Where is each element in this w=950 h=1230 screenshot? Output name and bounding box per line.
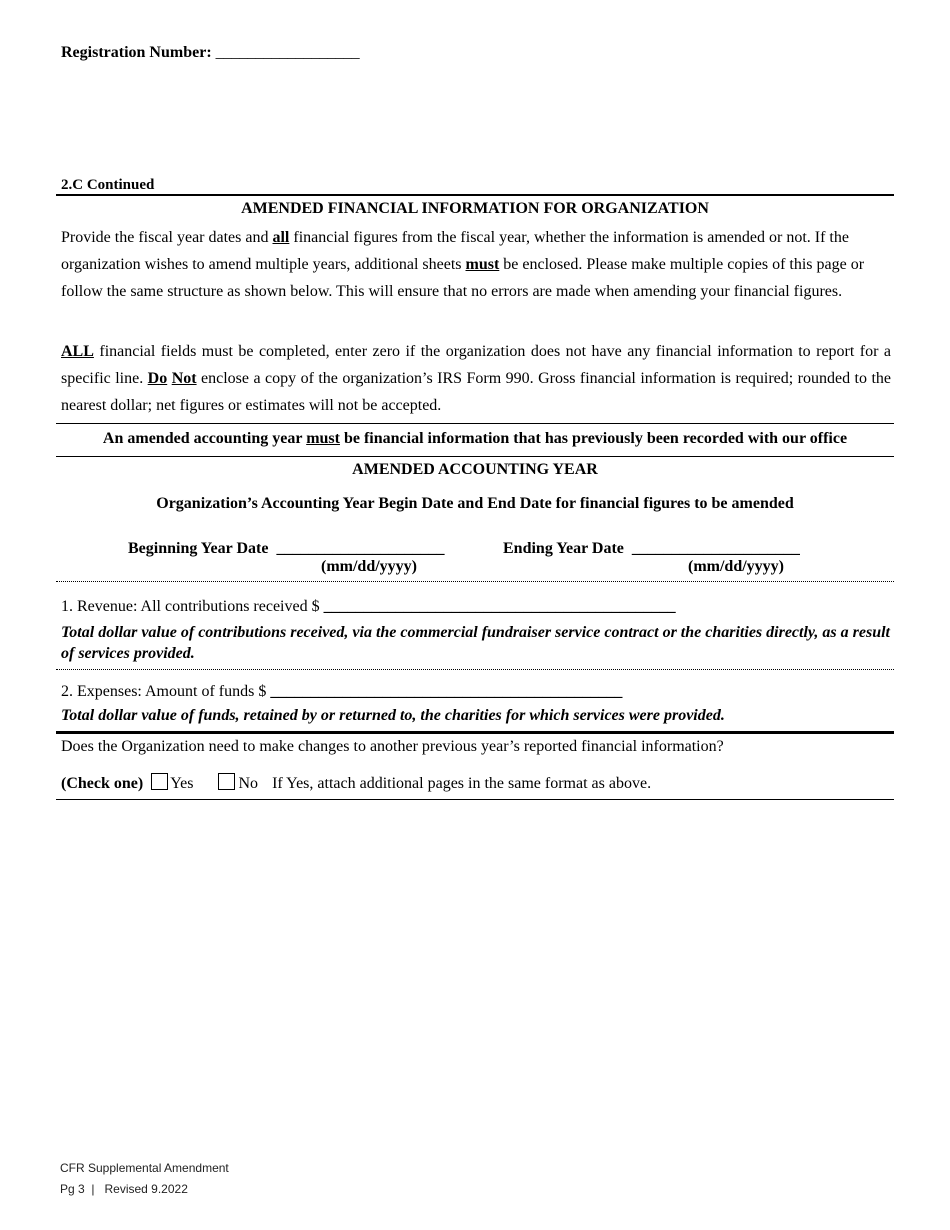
- end-date-label: Ending Year Date: [503, 540, 624, 557]
- end-date-format-hint: (mm/dd/yyyy): [688, 558, 784, 575]
- no-checkbox[interactable]: [218, 773, 235, 790]
- accounting-year-notice: An amended accounting year must be financial information that has previously been recorded with our office: [102, 430, 848, 447]
- revenue-note: Total dollar value of contributions received, via the commercial fundraiser service contract or the charities directly, as a result of services provided.: [61, 624, 890, 662]
- registration-number-blank[interactable]: __________________: [215, 44, 360, 61]
- notice-bottom-divider: [56, 456, 894, 457]
- no-label: No: [238, 775, 259, 792]
- dotted-divider-2: [56, 669, 894, 670]
- revenue-blank[interactable]: ____________________________________________: [323, 598, 676, 615]
- check-one-row: [61, 773, 651, 793]
- accounting-year-title: AMENDED ACCOUNTING YEAR: [352, 461, 598, 478]
- expenses-label: 2. Expenses: Amount of funds $: [61, 683, 267, 700]
- question-top-divider: [56, 731, 894, 734]
- registration-number-field: [61, 44, 360, 62]
- begin-date-blank[interactable]: _____________________: [276, 540, 445, 557]
- accounting-year-subtitle: Organization’s Accounting Year Begin Date and End Date for financial figures to be amended: [156, 495, 794, 512]
- emphasis-must: must: [465, 256, 500, 273]
- emphasis-all: all: [272, 229, 290, 246]
- intro-paragraph-1: Provide the fiscal year dates and all financial figures from the fiscal year, whether the information is amended or not. If the organization wishes to amend multiple years, additional sheets must be enclosed. Please make multiple copies of this page or follow the same structure as shown below. This will ensure that no errors are made when amending your financial figures.: [61, 229, 865, 300]
- revenue-field: [61, 598, 676, 616]
- yes-label: Yes: [170, 775, 194, 792]
- begin-date-label: Beginning Year Date: [128, 540, 269, 557]
- revenue-label: 1. Revenue: All contributions received $: [61, 598, 320, 615]
- expenses-blank[interactable]: ____________________________________________: [270, 683, 623, 700]
- end-date-blank[interactable]: _____________________: [631, 540, 800, 557]
- section-divider: [56, 194, 894, 196]
- question-bottom-divider: [56, 799, 894, 800]
- footer-form-name: CFR Supplemental Amendment: [60, 1161, 229, 1175]
- yes-checkbox[interactable]: [151, 773, 168, 790]
- section-title: AMENDED FINANCIAL INFORMATION FOR ORGANIZATION: [241, 200, 709, 217]
- emphasis-all-caps: ALL: [61, 343, 94, 360]
- begin-date-field: [128, 540, 444, 558]
- registration-number-label: Registration Number:: [61, 44, 212, 61]
- expenses-field: [61, 683, 622, 701]
- expenses-note: Total dollar value of funds, retained by or returned to, the charities for which services were provided.: [61, 707, 725, 724]
- end-date-field: [503, 540, 800, 558]
- footer-page-info: Pg 3 | Revised 9.2022: [60, 1182, 188, 1196]
- emphasis-must-notice: must: [306, 430, 340, 447]
- begin-date-format-hint: (mm/dd/yyyy): [321, 558, 417, 575]
- emphasis-not: Not: [171, 370, 197, 387]
- prior-year-question: Does the Organization need to make changes to another previous year’s reported financial information?: [61, 738, 724, 755]
- dotted-divider-1: [56, 581, 894, 582]
- emphasis-do: Do: [147, 370, 168, 387]
- notice-top-divider: [56, 423, 894, 424]
- check-one-label: (Check one): [61, 775, 144, 792]
- yes-instruction: If Yes, attach additional pages in the same format as above.: [272, 775, 652, 792]
- intro-paragraph-2: ALL financial fields must be completed, enter zero if the organization does not have any financial information to report for a specific line. Do Not enclose a copy of the organization’s IRS Form 990. Gross financial information is required; rounded to the nearest dollar; net figures or estimates will not be accepted.: [61, 343, 891, 414]
- section-label: 2.C Continued: [61, 177, 155, 193]
